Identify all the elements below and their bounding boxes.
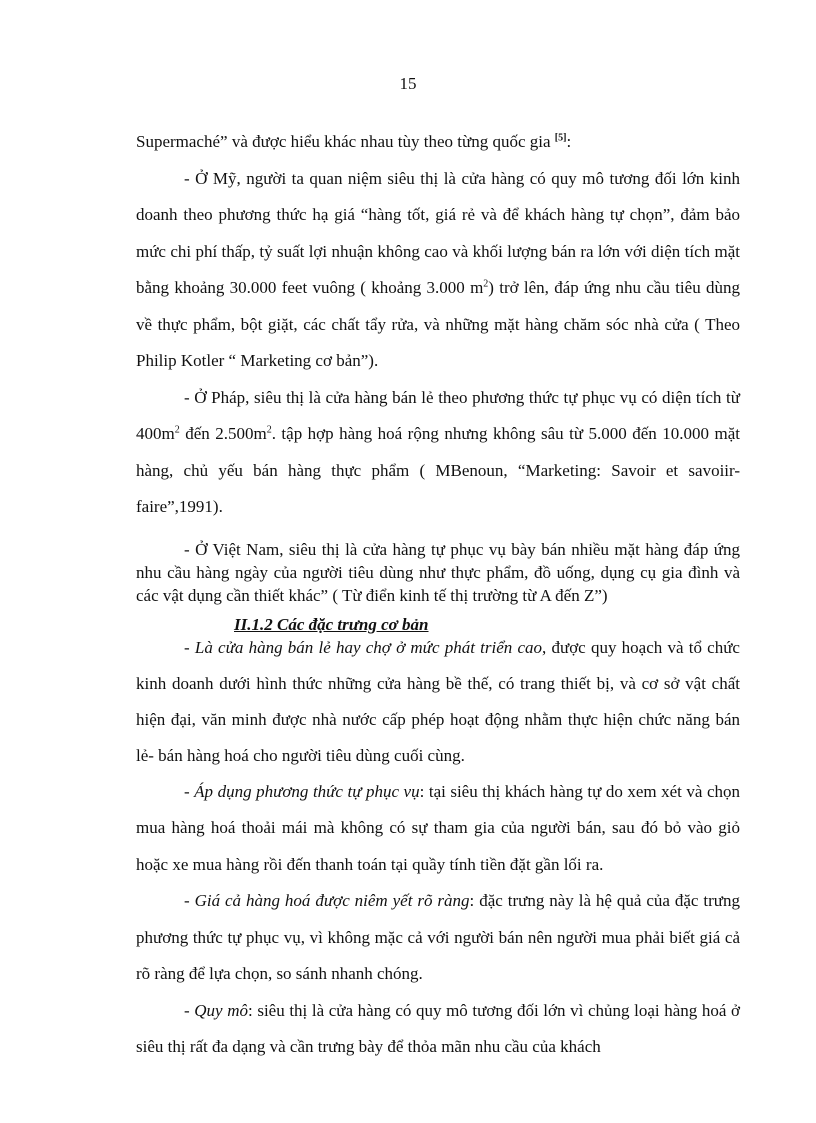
france-text-2: đến 2.500m [179, 424, 267, 443]
feature-paragraph-3 [136, 883, 740, 993]
intro-paragraph [136, 124, 740, 161]
feature-text-4: : siêu thị là cửa hàng có quy mô tương đối lớn vì chủng loại hàng hoá ở siêu thị rất đa dạng và cần trưng bày để thỏa mãn nhu cầu của khách [136, 1000, 740, 1056]
feature-text-3: : đặc trưng này là hệ quả của đặc trưng phương thức tự phục vụ, vì không mặc cả với người bán nên người mua phải biết giá cả rõ ràng để lựa chọn, so sánh nhanh chóng. [136, 891, 740, 983]
feature-dash-4: - [184, 1000, 195, 1020]
section-heading: II.1.2 Các đặc trưng cơ bản [234, 614, 429, 634]
france-text-1: - Ở Pháp, siêu thị là cửa hàng bán lẻ theo phương thức tự phục vụ có diện tích từ 400m [136, 387, 740, 443]
document-body [136, 124, 740, 1066]
usa-text-1: - Ở Mỹ, người ta quan niệm siêu thị là cửa hàng có quy mô tương đối lớn kinh doanh theo phương thức hạ giá “hàng tốt, giá rẻ và để khách hàng tự chọn”, đảm bảo mức chi phí thấp, tỷ suất lợi nhuận không cao và khối lượng bán ra lớn với diện tích mặt bằng khoảng 30.000 feet vuông ( khoảng 3.000 m [136, 168, 740, 297]
intro-text: Supermaché” và được hiểu khác nhau tùy theo từng quốc gia [136, 132, 555, 151]
feature-text-2: : tại siêu thị khách hàng tự do xem xét và chọn mua hàng hoá thoải mái mà không có sự tham gia của người bán, sau đó bỏ vào giỏ hoặc xe mua hàng rồi đến thanh toán tại quầy tính tiền đặt gần lối ra. [136, 781, 740, 874]
feature-title-3: - Giá cả hàng hoá được niêm yết rõ ràng [184, 891, 470, 910]
page-number: 15 [399, 74, 417, 93]
citation-ref: [5] [554, 132, 567, 144]
feature-paragraph-4 [136, 993, 740, 1066]
vietnam-definition-paragraph: - Ở Việt Nam, siêu thị là cửa hàng tự phục vụ bày bán nhiều mặt hàng đáp ứng nhu cầu hàng ngày của người tiêu dùng như thực phẩm, đồ uống, dụng cụ gia đình và các vật dụng cần thiết khác” ( Từ điển kinh tế thị trường từ A đến Z”) [136, 539, 740, 605]
france-superscript-1: 2 [174, 424, 180, 436]
france-superscript-2: 2 [266, 424, 272, 436]
feature-paragraph-2 [136, 774, 740, 884]
usa-text-2: ) trở lên, đáp ứng nhu cầu tiêu dùng về thực phẩm, bột giặt, các chất tẩy rửa, và những mặt hàng chăm sóc nhà cửa ( Theo Philip Kotler “ Marketing cơ bản”). [136, 278, 740, 370]
france-definition-paragraph [136, 380, 740, 526]
usa-definition-paragraph [136, 161, 740, 380]
feature-text-1: , được quy hoạch và tổ chức kinh doanh dưới hình thức những cửa hàng bề thế, có trang thiết bị, và cơ sở vật chất hiện đại, văn minh được nhà nước cấp phép hoạt động nhằm thực hiện chức năng bán lẻ- bán hàng hoá cho người tiêu dùng cuối cùng. [136, 637, 740, 765]
usa-superscript: 2 [483, 278, 489, 290]
intro-end: : [566, 132, 572, 151]
feature-title-4: Quy mô [194, 1000, 248, 1020]
feature-title-2: - Áp dụng phương thức tự phục vụ [184, 781, 420, 801]
feature-title-1: - Là cửa hàng bán lẻ hay chợ ở mức phát triển cao [184, 637, 543, 657]
france-text-3: . tập hợp hàng hoá rộng nhưng không sâu từ 5.000 đến 10.000 mặt hàng, chủ yếu bán hàng thực phẩm ( MBenoun, “Marketing: Savoir et savoiir-faire”,1991). [136, 424, 740, 516]
feature-paragraph-1 [136, 630, 740, 774]
